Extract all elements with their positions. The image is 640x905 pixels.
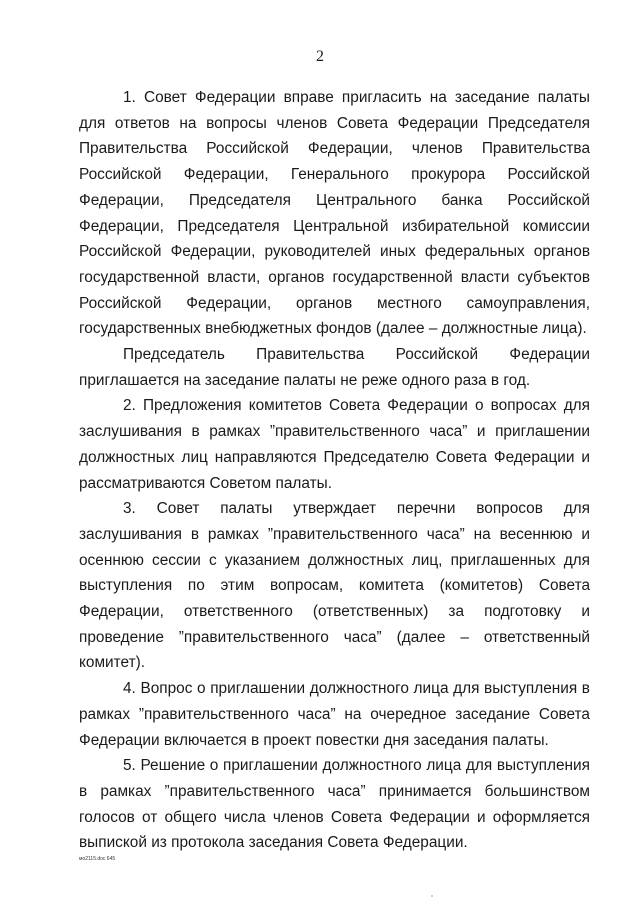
- paragraph-5: 5. Решение о приглашении должностного лица для выступления в рамках ”правительственного часа” принимается большинством голосов от общего числа членов Совета Федерации и оформляется выпиской из протокола заседания Совета Федерации.: [79, 757, 590, 852]
- paragraph-2: 2. Предложения комитетов Совета Федерации о вопросах для заслушивания в рамках ”правительственного часа” и приглашении должностных лиц направляются Председателю Совета Федерации и рассматриваются Советом палаты.: [79, 397, 590, 492]
- paragraph-4: 4. Вопрос о приглашении должностного лица для выступления в рамках ”правительственного часа” на очередное заседание Совета Федерации включается в проект повестки дня заседания палаты.: [79, 680, 590, 749]
- page-number: 2: [316, 48, 324, 65]
- paragraph-1-chairman-note: Председатель Правительства Российской Федерации приглашается на заседание палаты не реже одного раза в год.: [79, 346, 590, 389]
- document-file-code: мо2115.doc 645: [79, 856, 116, 862]
- document-body: [79, 85, 590, 856]
- scan-artifact-dot: [431, 895, 433, 897]
- paragraph-3: 3. Совет палаты утверждает перечни вопросов для заслушивания в рамках ”правительственного часа” на весеннюю и осеннюю сессии с указанием должностных лиц, приглашенных для выступления по этим вопросам, комитета (комитетов) Совета Федерации, ответственного (ответственных) за подготовку и проведение ”правительственного часа” (далее – ответственный комитет).: [79, 500, 590, 672]
- paragraph-1: 1. Совет Федерации вправе пригласить на заседание палаты для ответов на вопросы членов Совета Федерации Председателя Правительства Российской Федерации, членов Правительства Российской Федерации, Генерального прокурора Российской Федерации, Председателя Центрального банка Российской Федерации, Председателя Центральной избирательной комиссии Российской Федерации, руководителей иных федеральных органов государственной власти, органов государственной власти субъектов Российской Федерации, органов местного самоуправления, государственных внебюджетных фондов (далее – должностные лица).: [79, 89, 590, 338]
